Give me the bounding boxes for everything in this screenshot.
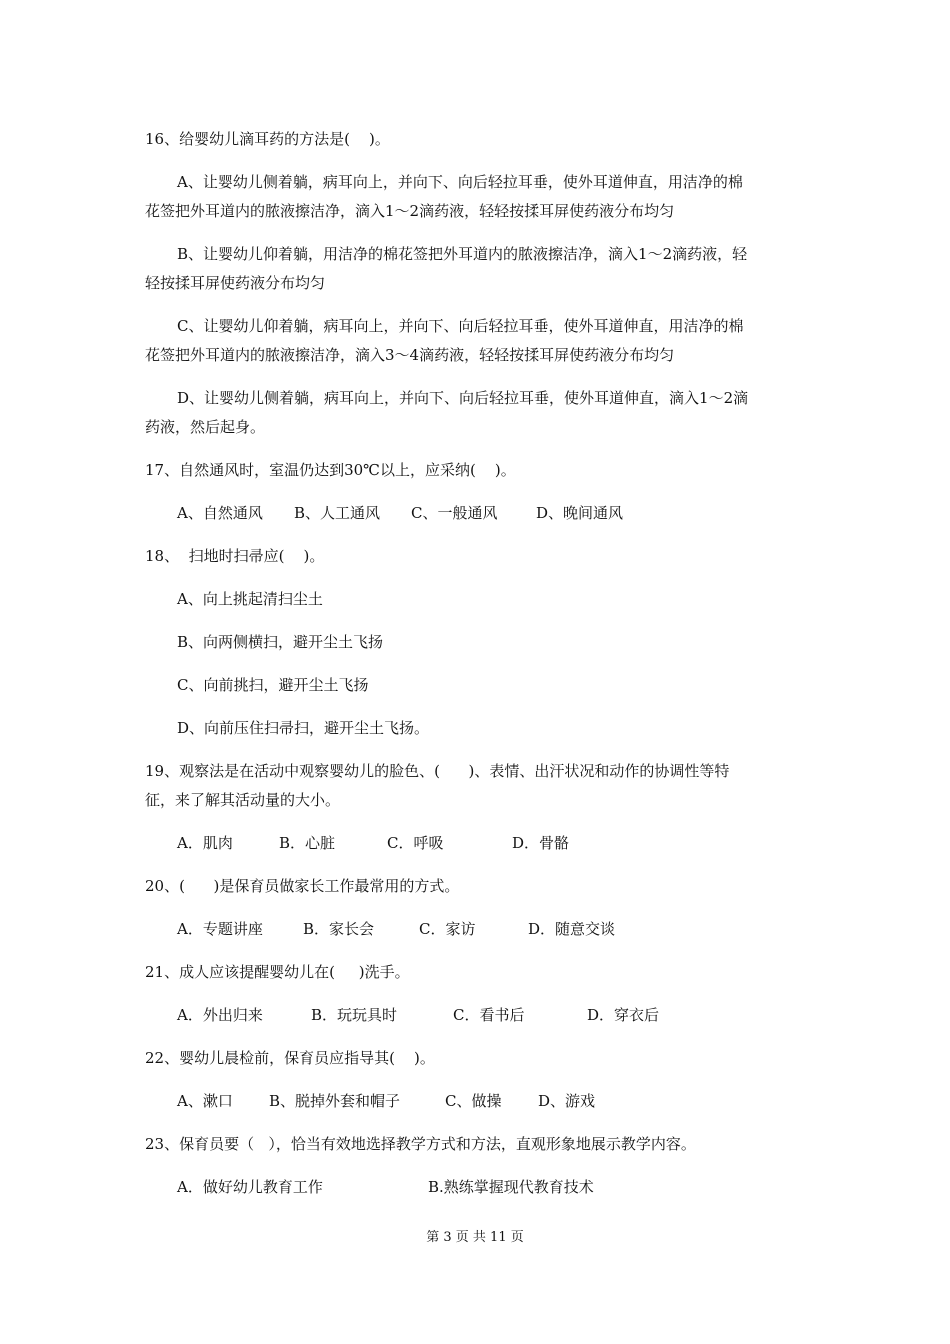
option-c: C、做操 <box>445 1092 502 1110</box>
option-d: D．随意交谈 <box>528 920 616 938</box>
question-stem: 19、观察法是在活动中观察婴幼儿的脸色、( )、表情、出汗状况和动作的协调性等特 <box>145 762 730 780</box>
question-stem: 18、 扫地时扫帚应( )。 <box>145 547 325 565</box>
option-b: B．玩玩具时 <box>311 1006 398 1024</box>
question-stem: 16、给婴幼儿滴耳药的方法是( )。 <box>145 130 390 148</box>
question-22 <box>145 1044 813 1116</box>
option-d: D．穿衣后 <box>587 1006 660 1024</box>
options-row <box>145 829 813 858</box>
options-row <box>145 1173 813 1202</box>
option-b: B．心脏 <box>279 834 336 852</box>
option-d: D、游戏 <box>538 1092 596 1110</box>
question-18 <box>145 542 813 743</box>
option-c: C、一般通风 <box>411 504 498 522</box>
option-a: A．做好幼儿教育工作 <box>177 1178 323 1196</box>
question-19 <box>145 757 813 858</box>
option-d: D．骨骼 <box>512 834 570 852</box>
option-a: A、自然通风 <box>177 504 263 522</box>
question-16 <box>145 125 813 442</box>
option-b: B、脱掉外套和帽子 <box>269 1092 401 1110</box>
option-b: B、让婴幼儿仰着躺，用洁净的棉花签把外耳道内的脓液擦洁净，滴入1～2滴药液，轻 轻按揉耳屏使药液分布均匀 <box>145 245 748 292</box>
option-a: A．专题讲座 <box>177 920 263 938</box>
options-row <box>145 1087 813 1116</box>
question-stem: 23、保育员要（ ），恰当有效地选择教学方式和方法，直观形象地展示教学内容。 <box>145 1135 696 1153</box>
question-stem: 21、成人应该提醒婴幼儿在( )洗手。 <box>145 963 410 981</box>
option-a: A、漱口 <box>177 1092 233 1110</box>
question-list <box>145 125 813 1202</box>
option-d: D、让婴幼儿侧着躺，病耳向上，并向下、向后轻拉耳垂，使外耳道伸直，滴入1～2滴 药液，然后起身。 <box>145 389 749 436</box>
option-c: C、向前挑扫，避开尘土飞扬 <box>177 676 369 694</box>
question-stem: 20、( )是保育员做家长工作最常用的方式。 <box>145 877 460 895</box>
option-a: A、让婴幼儿侧着躺，病耳向上，并向下、向后轻拉耳垂，使外耳道伸直，用洁净的棉 花签把外耳道内的脓液擦洁净，滴入1～2滴药液，轻轻按揉耳屏使药液分布均匀 <box>145 173 743 220</box>
option-b: B.熟练掌握现代教育技术 <box>428 1178 594 1196</box>
options-row <box>145 499 813 528</box>
option-b: B、人工通风 <box>294 504 381 522</box>
page-footer: 第 3 页 共 11 页 <box>426 1230 524 1245</box>
option-a: A．外出归来 <box>177 1006 263 1024</box>
option-b: B．家长会 <box>303 920 375 938</box>
question-20 <box>145 872 813 944</box>
question-23 <box>145 1130 813 1202</box>
option-d: D、晚间通风 <box>536 504 624 522</box>
option-b: B、向两侧横扫，避开尘土飞扬 <box>177 633 384 651</box>
option-c: C．呼吸 <box>387 834 444 852</box>
question-17 <box>145 456 813 528</box>
question-stem-cont: 征，来了解其活动量的大小。 <box>145 791 341 809</box>
option-d: D、向前压住扫帚扫，避开尘土飞扬。 <box>177 719 430 737</box>
question-21 <box>145 958 813 1030</box>
option-c: C．家访 <box>419 920 476 938</box>
question-stem: 17、自然通风时，室温仍达到30℃以上，应采纳( )。 <box>145 461 516 479</box>
option-c: C、让婴幼儿仰着躺，病耳向上，并向下、向后轻拉耳垂，使外耳道伸直，用洁净的棉 花签把外耳道内的脓液擦洁净，滴入3～4滴药液，轻轻按揉耳屏使药液分布均匀 <box>145 317 744 364</box>
options-row <box>145 915 813 944</box>
option-c: C．看书后 <box>453 1006 525 1024</box>
option-a: A、向上挑起清扫尘土 <box>177 590 323 608</box>
options-row <box>145 1001 813 1030</box>
question-stem: 22、婴幼儿晨检前，保育员应指导其( )。 <box>145 1049 435 1067</box>
option-a: A．肌肉 <box>177 834 233 852</box>
